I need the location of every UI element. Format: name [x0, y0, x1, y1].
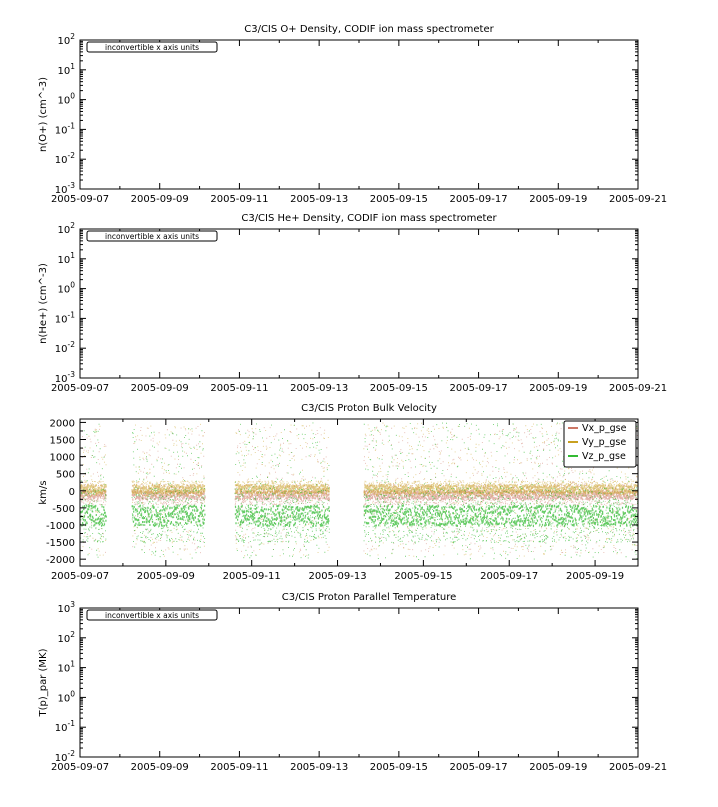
y-tick-label: $10^0$	[57, 91, 75, 107]
y-tick-label: $10^1$	[57, 250, 75, 266]
x-tick-label: 2005-09-11	[210, 762, 269, 773]
x-tick-label: 2005-09-15	[369, 383, 428, 394]
y-axis-label: n(He+) (cm^-3)	[38, 263, 49, 344]
x-tick-label: 2005-09-17	[480, 571, 539, 582]
series-points-Vy_p_gse	[80, 423, 639, 557]
x-tick-label: 2005-09-21	[608, 383, 668, 394]
y-tick-label: $10^2$	[57, 629, 75, 645]
x-tick-label: 2005-09-13	[308, 571, 367, 582]
y-tick-label: 1500	[49, 435, 75, 447]
panel-proton-velocity	[38, 403, 639, 582]
plot-frame	[80, 229, 638, 378]
panel-o-density	[38, 24, 667, 205]
y-tick-label: $10^0$	[57, 280, 75, 296]
y-tick-label: -1000	[45, 520, 75, 532]
y-tick-label: $10^0$	[57, 689, 75, 705]
legend-label: Vx_p_gse	[582, 423, 627, 434]
y-tick-label: $10^2$	[57, 32, 75, 47]
y-tick-label: $10^{-3}$	[54, 181, 75, 196]
y-tick-label: 0	[68, 486, 75, 498]
x-tick-label: 2005-09-19	[529, 383, 588, 394]
x-tick-label: 2005-09-09	[130, 762, 189, 773]
y-tick-label: $10^{-1}$	[54, 719, 75, 735]
plot-frame	[80, 608, 638, 757]
y-tick-label: -1500	[45, 538, 75, 550]
note-text: inconvertible x axis units	[105, 232, 199, 241]
x-tick-label: 2005-09-19	[529, 762, 588, 773]
y-tick-label: $10^{-1}$	[54, 121, 75, 137]
y-tick-label: $10^1$	[57, 659, 75, 675]
y-tick-label: $10^{-3}$	[54, 370, 75, 385]
data-layer	[80, 423, 639, 560]
x-tick-label: 2005-09-13	[290, 762, 349, 773]
x-tick-label: 2005-09-09	[136, 571, 195, 582]
x-tick-label: 2005-09-15	[394, 571, 453, 582]
panel-title: C3/CIS O+ Density, CODIF ion mass spectrometer	[244, 24, 494, 35]
y-tick-label: $10^{-2}$	[54, 151, 75, 167]
x-tick-label: 2005-09-09	[130, 383, 189, 394]
y-tick-label: 1000	[49, 452, 75, 464]
plot-frame	[80, 40, 638, 189]
y-tick-label: 500	[55, 469, 75, 481]
y-axis-label: T(p)_par (MK)	[38, 648, 49, 717]
x-tick-label: 2005-09-07	[50, 383, 110, 394]
x-tick-label: 2005-09-07	[50, 762, 110, 773]
y-tick-label: $10^1$	[57, 61, 75, 77]
legend-label: Vy_p_gse	[582, 437, 627, 448]
x-tick-label: 2005-09-17	[449, 194, 508, 205]
y-tick-label: $10^{-2}$	[54, 340, 75, 356]
legend	[564, 421, 636, 467]
x-tick-label: 2005-09-09	[130, 194, 189, 205]
series-Vy_p_gse	[80, 423, 639, 557]
x-tick-label: 2005-09-13	[290, 194, 349, 205]
x-tick-label: 2005-09-19	[529, 194, 588, 205]
y-tick-label: $10^{-2}$	[54, 749, 75, 764]
x-tick-label: 2005-09-11	[210, 383, 269, 394]
x-tick-label: 2005-09-21	[608, 762, 668, 773]
y-tick-label: $10^3$	[57, 600, 75, 615]
x-tick-label: 2005-09-21	[608, 194, 668, 205]
y-tick-label: 2000	[49, 418, 75, 430]
y-axis-label: n(O+) (cm^-3)	[38, 77, 49, 152]
y-tick-label: -500	[52, 503, 75, 515]
x-tick-label: 2005-09-19	[566, 571, 625, 582]
x-tick-label: 2005-09-15	[369, 194, 428, 205]
y-tick-label: -2000	[45, 555, 75, 567]
note-text: inconvertible x axis units	[105, 611, 199, 620]
x-tick-label: 2005-09-17	[449, 383, 508, 394]
panel-proton-temperature	[38, 592, 667, 773]
panel-title: C3/CIS Proton Parallel Temperature	[281, 592, 457, 603]
x-tick-label: 2005-09-17	[449, 762, 508, 773]
legend-label: Vz_p_gse	[582, 451, 626, 462]
x-tick-label: 2005-09-15	[369, 762, 428, 773]
x-tick-label: 2005-09-07	[50, 194, 110, 205]
note-text: inconvertible x axis units	[105, 43, 199, 52]
panel-title: C3/CIS He+ Density, CODIF ion mass spectrometer	[241, 213, 497, 224]
x-tick-label: 2005-09-13	[290, 383, 349, 394]
x-tick-label: 2005-09-07	[50, 571, 110, 582]
x-tick-label: 2005-09-11	[210, 194, 269, 205]
panel-title: C3/CIS Proton Bulk Velocity	[301, 403, 437, 414]
y-tick-label: $10^2$	[57, 221, 75, 236]
panel-he-density	[38, 213, 667, 394]
y-tick-label: $10^{-1}$	[54, 310, 75, 326]
x-tick-label: 2005-09-11	[222, 571, 281, 582]
y-axis-label: km/s	[38, 480, 49, 505]
